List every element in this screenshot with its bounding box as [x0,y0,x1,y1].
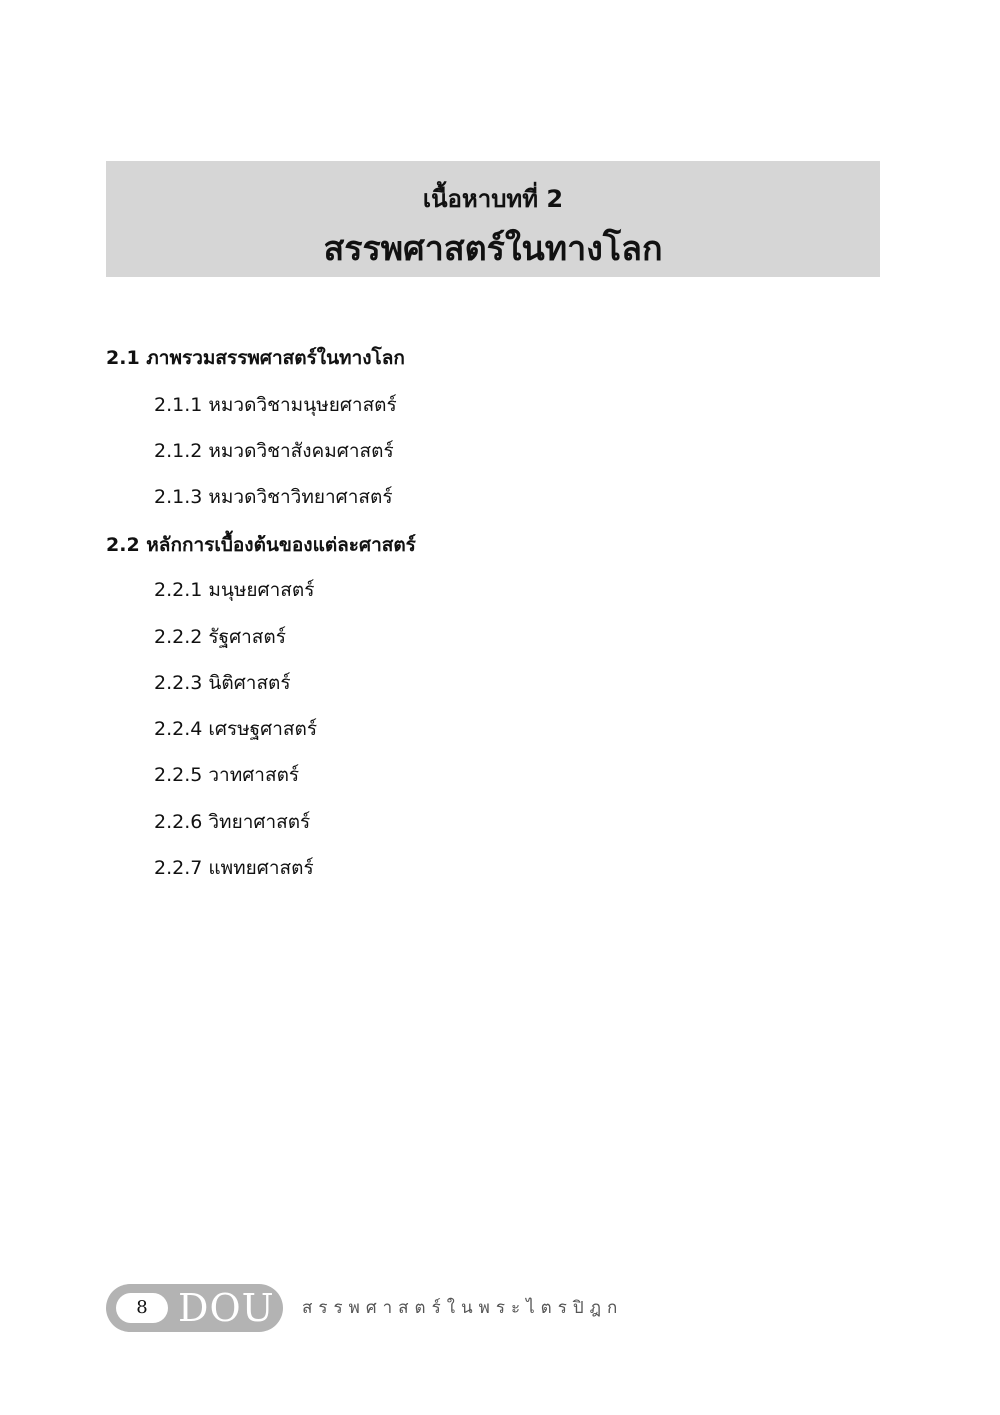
running-book-title: สรรพศาสตร์ในพระไตรปิฎก [302,1298,624,1318]
chapter-title: สรรพศาสตร์ในทางโลก [323,229,663,269]
outline-item-2-2-2: 2.2.2 รัฐศาสตร์ [154,626,286,648]
section-2-2-heading: 2.2 หลักการเบื้องต้นของแต่ละศาสตร์ [106,534,416,556]
footer-badge [106,1284,283,1332]
outline-item-2-2-5: 2.2.5 วาทศาสตร์ [154,764,300,786]
chapter-label: เนื้อหาบทที่ 2 [422,185,564,213]
chapter-header-band [106,161,880,277]
brand-logo-text: DOU [178,1286,275,1330]
outline-item-2-2-4: 2.2.4 เศรษฐศาสตร์ [154,718,318,740]
outline-item-2-1-2: 2.1.2 หมวดวิชาสังคมศาสตร์ [154,440,394,462]
outline-item-2-2-7: 2.2.7 แพทยศาสตร์ [154,857,314,879]
outline-item-2-1-3: 2.1.3 หมวดวิชาวิทยาศาสตร์ [154,486,393,508]
outline-item-2-2-1: 2.2.1 มนุษยศาสตร์ [154,579,315,601]
outline-item-2-1-1: 2.1.1 หมวดวิชามนุษยศาสตร์ [154,394,397,416]
section-2-1-heading: 2.1 ภาพรวมสรรพศาสตร์ในทางโลก [106,347,405,369]
outline-item-2-2-6: 2.2.6 วิทยาศาสตร์ [154,811,311,833]
outline-item-2-2-3: 2.2.3 นิติศาสตร์ [154,672,291,694]
page-number: 8 [116,1293,168,1323]
